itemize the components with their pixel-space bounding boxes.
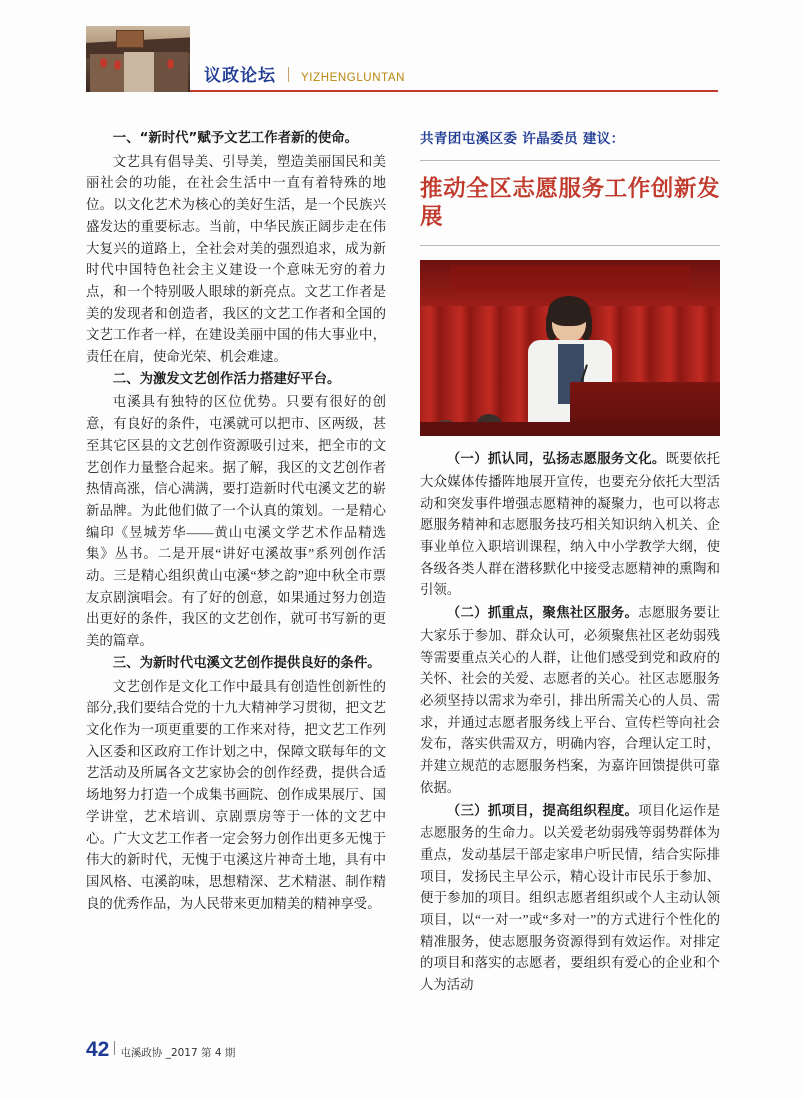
section-title-en: YIZHENGLUNTAN	[301, 72, 406, 84]
right-body-3	[420, 800, 720, 996]
left-body-2: 屯溪具有独特的区位优势。只要有很好的创意，有良好的条件，屯溪就可以把市、区两级，甚至其它区县的文艺创作资源吸引过来，把全市的文艺创作力量整合起来。据了解，我区的文艺创作者热情高涨，信心满满，要打造新时代屯溪文艺的崭新品牌。为此他们做了一个认真的策划。一是精心编印《昱城芳华——黄山屯溪文学艺术作品精选集》丛书。二是开展“讲好屯溪故事”系列创作活动。三是精心组织黄山屯溪“梦之韵”迎中秋全市票友京剧演唱会。有了好的创意，如果通过努力创造出更好的条件，我区的文艺创作，就可书写新的更美的篇章。	[86, 394, 386, 649]
photo-wall-right	[148, 52, 188, 92]
publication-name: 屯溪政协 _2017 第 4 期	[120, 1047, 236, 1059]
left-heading-2: 二、为激发文艺创作活力搭建好平台。	[112, 371, 341, 387]
photo-floor	[420, 422, 720, 436]
masthead-photo	[86, 26, 190, 92]
masthead-title-inner	[204, 67, 405, 86]
page-number: 42	[86, 1038, 110, 1061]
right-lead-1: （一）抓认同，弘扬志愿服务文化。	[446, 452, 666, 468]
lantern-icon	[167, 59, 174, 69]
left-body-1: 文艺具有倡导美、引导美，塑造美丽国民和美丽社会的功能，在社会生活中一直有着特殊的地位。以文化艺术为核心的美好生活，是一个民族兴盛发达的重要标志。当前，中华民族正阔步走在伟大复兴的道路上，全社会对美的强烈追求，成为新时代中国特色社会主义建设一个意味无穷的着力点，和一个特别吸人眼球的新亮点。文艺工作者是美的发现者和创造者，我区的文艺工作者和全国的文艺工作者一样，在建设美丽中国的伟大事业中，责任在肩，使命光荣、机会难逮。	[86, 153, 386, 365]
lantern-icon	[100, 58, 107, 68]
left-column	[86, 128, 386, 915]
section-title-cn: 议政论坛	[204, 66, 276, 86]
right-body-1	[420, 448, 720, 601]
photo-speaker-hair	[548, 296, 590, 326]
right-text-3: 项目化运作是志愿服务的生命力。以关爱老幼弱残等弱势群体为重点，发动基层干部走家串户听民情，结合实际排项目，发扬民主早公示，精心设计市民乐于参加、便于参加的项目。组织志愿者组织或个人主动认领项目，以“一对一”或“多对一”的方式进行个性化的精准服务，使志愿服务资源得到有效运作。对排定的项目和落实的志愿者，要组织有爱心的企业和个人为活动	[420, 802, 721, 993]
right-text-2: 志愿服务要让大家乐于参加、群众认可，必须聚焦社区老幼弱残等需要重点关心的人群，让他们感受到党和政府的关怀、社会的关爱、志愿者的关心。社区志愿服务必须坚持以需求为牵引，排出所需关心的人员、需求，并通过志愿者服务线上平台、宣传栏等向社会发布，落实供需双方，明确内容，合理认定工时，并建立规范的志愿服务档案，为嘉许回馈提供可靠依据。	[420, 605, 721, 795]
photo-banner	[450, 266, 690, 292]
lantern-icon	[114, 60, 121, 70]
photo-shop-sign	[116, 30, 144, 48]
right-column	[420, 128, 720, 997]
footer-divider	[114, 1041, 115, 1055]
right-lead-2: （二）抓重点，聚焦社区服务。	[446, 606, 639, 622]
left-heading-1: 一、“新时代”赋予文艺工作者新的使命。	[112, 131, 359, 146]
right-text-1: 既要依托大众媒体传播阵地展开宣传，也要充分依托大型活动和突发事件增强志愿精神的凝聚力，也可以将志愿服务精神和志愿服务技巧相关知识纳入机关、企事业单位入职培训课程，纳入中小学教学大纲，使各级各类人群在潜移默化中接受志愿精神的熏陶和引领。	[420, 451, 721, 598]
rule-below-headline	[420, 245, 720, 246]
masthead-title	[190, 26, 718, 92]
article-photo	[420, 260, 720, 436]
masthead	[86, 26, 718, 92]
left-body-3: 文艺创作是文化工作中最具有创造性创新性的部分,我们要结合党的十九大精神学习贯彻，把文艺文化作为一项更重要的工作来对待，把文艺工作列入区委和区政府工作计划之中，保障文联每年的文艺活动及所属各文艺家协会的创作经费，提供合适场地努力打造一个成集书画院、创作成果展厅、国学讲堂，艺术培训、京剧票房等于一体的文艺中心。广大文艺工作者一定会努力创作出更多无愧于伟大的新时代，无愧于屯溪这片神奇土地，具有中国风格、屯溪韵味，思想精深、艺术精湛、制作精良的优秀作品，为人民带来更加精美的精神享受。	[86, 678, 386, 911]
left-heading-3: 三、为新时代屯溪文艺创作提供良好的条件。	[112, 655, 381, 671]
article-byline: 共青团屯溪区委 许晶委员 建议：	[420, 131, 625, 147]
title-divider	[288, 67, 289, 82]
right-body-2	[420, 602, 720, 798]
rule-above-headline	[420, 160, 720, 161]
article-headline: 推动全区志愿服务工作创新发展	[420, 176, 720, 231]
page-footer	[86, 1038, 235, 1062]
right-lead-3: （三）抓项目，提高组织程度。	[446, 803, 639, 819]
photo-street	[124, 52, 154, 92]
